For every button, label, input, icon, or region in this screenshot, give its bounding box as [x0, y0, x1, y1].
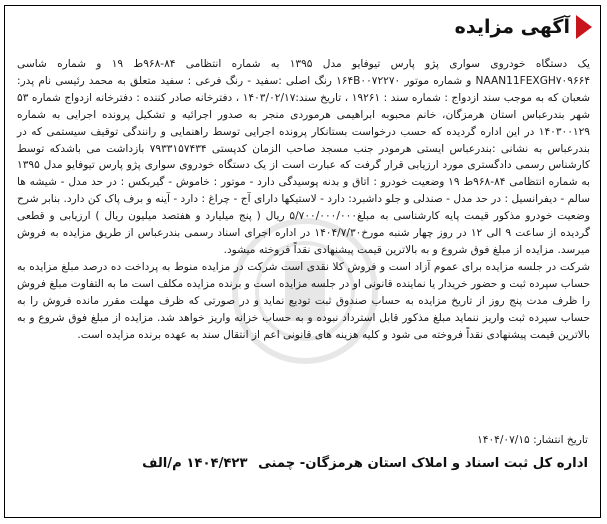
red-triangle-icon — [576, 15, 592, 39]
notice-header — [455, 10, 592, 44]
notice-frame — [4, 5, 601, 518]
notice-paragraph-1: یک دستگاه خودروی سواری پژو پارس تیوفایو مدل ۱۳۹۵ به شماره انتظامی ۸۴-۹۶۸ط ۱۹ و شماره شاسی NAAN11FEXGH۷۰۹۶۶۴ و شماره موتور ۱۶۴B۰۰۷۲۲۷۰ رنگ اصلی :سفید - رنگ فرعی : سفید متعلق به محمد رئیسی نام پدر: شعبان که به موجب سند ازدواج : شماره سند : ۱۹۲۶۱ ، تاریخ سند:۱۴۰۳/۰۲/۱۷ ، دفترخانه صادر کننده : دفترخانه ازدواج شماره ۵۳ شهر بندرعباس استان هرمزگان، خانم محبوبه ابراهیمی هرموردی منجر به صدور اجرائیه و تشکیل پرونده اجرایی به شماره ۱۴۰۳۰۰۱۲۹ در این اداره گردیده که حسب درخواست بستانکار پرونده اجرایی توسط راهنمایی و رانندگی توقیف سیستمی که در بندرعباس به نشانی :بندرعباس ایستی هرمودر جنب مسجد صاحب الزمان کدپستی ۷۹۳۳۱۵۷۴۳۴ بازداشت می باشدکه توسط کارشناس رسمی دادگستری مورد ارزیابی قرار گرفت که عبارت است از یک دستگاه خودروی سواری پژو پارس تیوفایو مدل ۱۳۹۵ به شماره انتظامی ۸۴-۹۶۸ط ۱۹ وضعیت خودرو : اتاق و بدنه پوسیدگی دارد - موتور : خاموش - گیربکس : در حد مدل - شیشه ها سالم - دیفرانسیل : در حد مدل - صندلی و جلو داشبرد: دارد - لاستیکها دارای آج - چراغ : دارد - آینه و برف پاک کن دارد. بنابر شرح وضعیت خودرو مذکور قیمت پایه کارشناسی به مبلغ۵/۷۰۰/۰۰۰/۰۰۰ ریال ( پنج میلیارد و هفتصد میلیون ریال ) ارزیابی و قطعی گردیده از ساعت ۹ الی ۱۲ در روز چهار شنبه مورخ۱۴۰۴/۷/۳۰ در اداره اجرای اسناد رسمی بندرعباس از طریق مزایده به فروش میرسد. مزایده از مبلغ فوق شروع و به بالاترین قیمت پیشنهادی نقداً فروخته میشود. — [17, 58, 591, 256]
publish-date: تاریخ انتشار: ۱۴۰۴/۰۷/۱۵ — [477, 434, 588, 446]
notice-body — [17, 56, 590, 343]
notice-paragraph-2: شرکت در جلسه مزایده برای عموم آزاد است و فروش کلا نقدی است شرکت در مزایده منوط به پرداخت ده درصد مبلغ مزایده به حساب سپرده ثبت و حضور خریدار یا نماینده قانونی او در جلسه مزایده است و برنده مزایده مکلف است ما به التفاوت مبلغ فروش را ظرف مدت پنج روز از تاریخ مزایده به حساب صندوق ثبت تودیع نماید و در صورتی که ظرف مهلت مقرر مانده فروش را به حساب سپرده ثبت واریز ننماید مبلغ مذکور قابل استرداد نبوده و به حساب خزانه واریز خواهد شد. مزایده از مبلغ فوق شروع و به بالاترین قیمت پیشنهادی نقداً فروخته می شود و کلیه هزینه های قانونی اعم از انتقال سند به عهده برنده مزایده است. — [17, 260, 590, 341]
notice-footer — [15, 456, 588, 471]
notice-title: آگهی مزایده — [454, 16, 570, 38]
issuing-organization: اداره کل ثبت اسناد و املاک استان هرمزگان- چمنی — [258, 456, 588, 471]
notice-code: ۱۴۰۴/۴۲۳ م/الف — [142, 456, 248, 471]
